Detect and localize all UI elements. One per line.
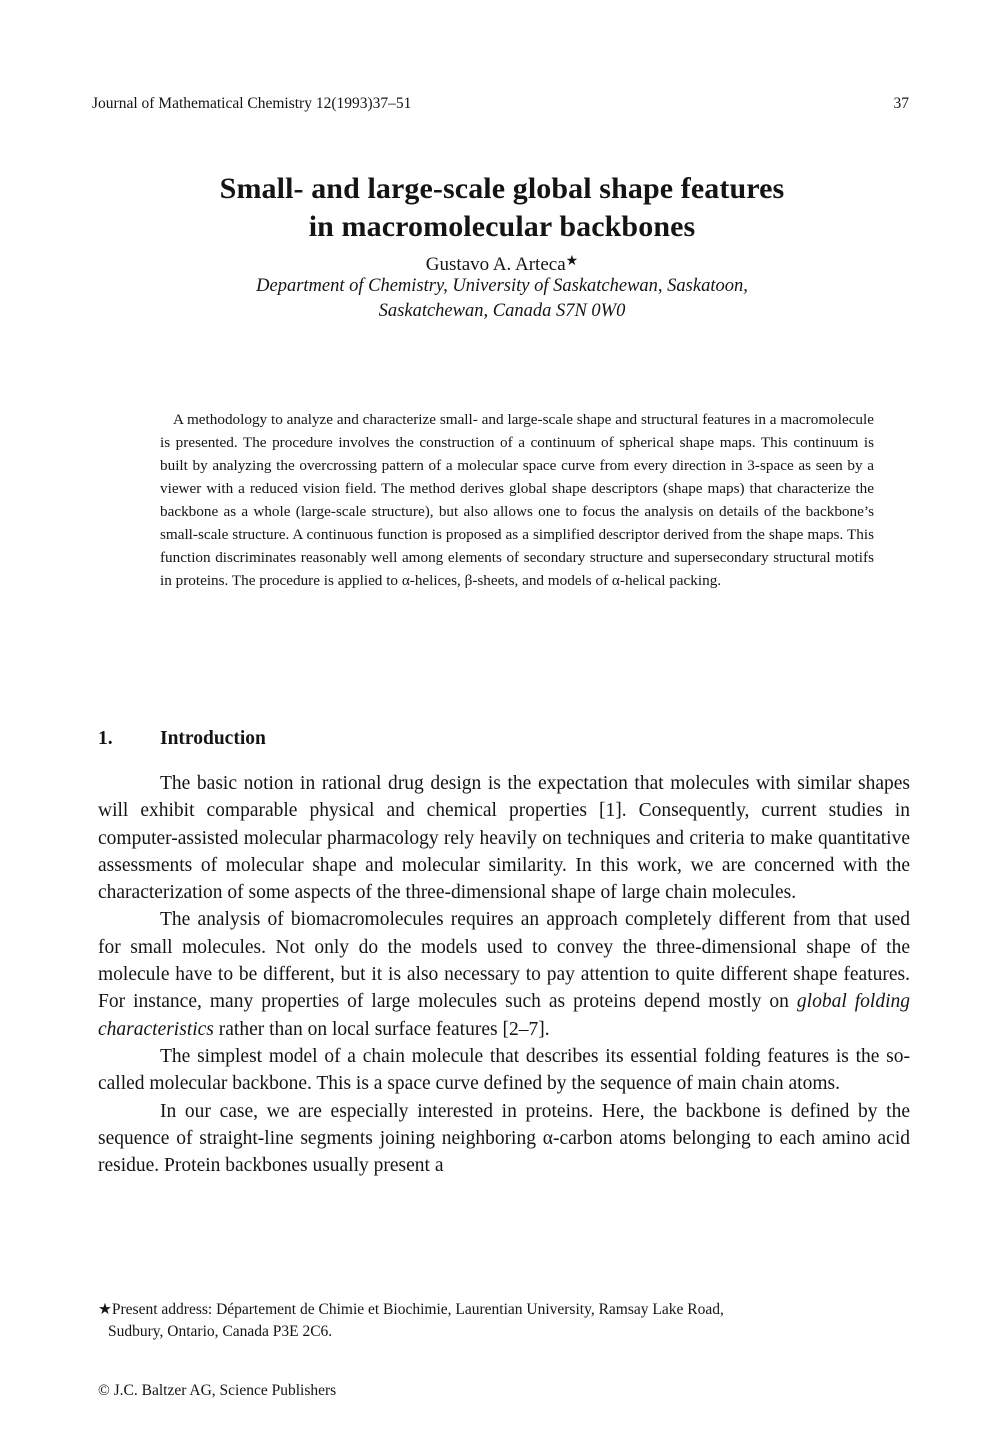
- footnote-line-1: ★Present address: Département de Chimie et Biochimie, Laurentian University, Ramsay Lake Road,: [98, 1301, 724, 1318]
- abstract: A methodology to analyze and characterize small- and large-scale shape and structural features in a macromolecule is presented. The procedure involves the construction of a continuum of spherical shape maps. This continuum is built by analyzing the overcrossing pattern of a molecular space curve from every direction in 3-space as seen by a viewer with a reduced vision field. The method derives global shape descriptors (shape maps) that characterize the backbone as a whole (large-scale structure), but also allows one to focus the analysis on details of the backbone’s small-scale structure. A continuous function is proposed as a simplified descriptor derived from the shape maps. This function discriminates reasonably well among elements of secondary structure and supersecondary structural motifs in proteins. The procedure is applied to α-helices, β-sheets, and models of α-helical packing.: [160, 411, 874, 589]
- journal-citation: Journal of Mathematical Chemistry 12(1993)37–51: [92, 95, 412, 112]
- affiliation-line-2: Saskatchewan, Canada S7N 0W0: [378, 301, 626, 321]
- title-line-1: Small- and large-scale global shape features: [219, 172, 785, 205]
- paragraph-text: rather than on local surface features [2–7].: [213, 1018, 550, 1040]
- section-heading: [98, 728, 266, 750]
- paragraph: The simplest model of a chain molecule that describes its essential folding features is the so-called molecular backbone. This is a space curve defined by the sequence of main chain atoms.: [98, 1045, 910, 1095]
- section-body: [98, 770, 910, 1179]
- footnote-star-icon: ★: [565, 254, 579, 269]
- emphasized-text: global folding characteristics: [98, 991, 911, 1040]
- running-head: [92, 95, 909, 113]
- author-line: [92, 250, 912, 277]
- footnote-line-2: Sudbury, Ontario, Canada P3E 2C6.: [108, 1323, 333, 1340]
- title-line-2: in macromolecular backbones: [308, 210, 696, 243]
- author-name: Gustavo A. Arteca: [425, 254, 566, 275]
- paper-title: [92, 170, 912, 246]
- paragraph: [98, 906, 910, 1042]
- footnote: [98, 1299, 910, 1343]
- paragraph: In our case, we are especially interested in proteins. Here, the backbone is defined by the sequence of straight-line segments joining neighboring α-carbon atoms belonging to each amino acid residue. Protein backbones usually present a: [98, 1100, 910, 1177]
- affiliation-line-1: Department of Chemistry, University of Saskatchewan, Saskatoon,: [256, 276, 748, 296]
- copyright-notice: © J.C. Baltzer AG, Science Publishers: [98, 1382, 337, 1399]
- paragraph-text: The analysis of biomacromolecules requires an approach completely different from that used for small molecules. Not only do the models used to convey the three-dimensional shape of the molecule have to be different, but it is also necessary to pay attention to quite different shape features. For instance, many properties of large molecules such as proteins depend mostly on: [98, 909, 910, 1013]
- author-affiliation: [92, 274, 912, 324]
- page-number: 37: [893, 95, 909, 112]
- section-title: Introduction: [160, 728, 266, 749]
- paragraph: The basic notion in rational drug design is the expectation that molecules with similar shapes will exhibit comparable physical and chemical properties [1]. Consequently, current studies in computer-assisted molecular pharmacology rely heavily on techniques and criteria to make quantitative assessments of molecular shape and molecular similarity. In this work, we are concerned with the characterization of some aspects of the three-dimensional shape of large chain molecules.: [98, 773, 910, 904]
- section-number: 1.: [98, 728, 113, 749]
